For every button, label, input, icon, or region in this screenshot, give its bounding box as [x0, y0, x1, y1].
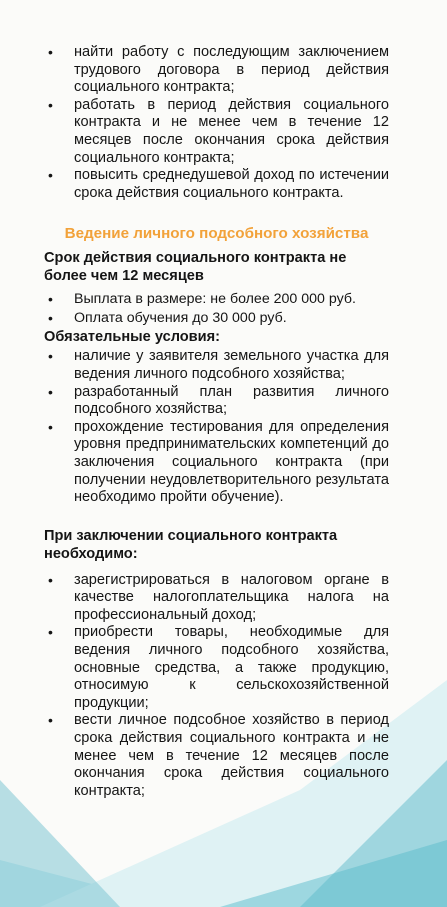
bullet-icon: • — [48, 383, 53, 400]
bullet-icon: • — [48, 167, 53, 184]
bullet-icon: • — [48, 291, 53, 308]
intro-list — [44, 44, 389, 202]
list-item: • разработанный план развития личного подсобного хозяйства; — [48, 383, 389, 418]
list-item: • повысить среднедушевой доход по истечении срока действия социального контракта. — [48, 167, 389, 201]
bullet-icon: • — [48, 96, 53, 113]
conditions-list — [44, 348, 389, 506]
contract-heading: При заключении социального контракта необходимо: — [44, 527, 338, 562]
list-item: • работать в период действия социального контракта и не менее чем в течение 12 месяцев после окончания срока действия социального контракта; — [48, 96, 389, 166]
payments-list — [44, 290, 389, 327]
list-item: • наличие у заявителя земельного участка для ведения личного подсобного хозяйства; — [48, 348, 389, 382]
bullet-icon: • — [48, 44, 53, 60]
term-heading: Срок действия социального контракта не более чем 12 месяцев — [44, 250, 347, 285]
list-item: • вести личное подсобное хозяйство в период срока действия социального контракта и не менее чем в течение 12 месяцев после окончания срока действия социального контракта; — [48, 712, 389, 799]
list-item: • Оплата обучения до 30 000 руб. — [48, 310, 287, 327]
bullet-icon: • — [48, 348, 53, 365]
contract-list — [44, 572, 389, 801]
list-item: • зарегистрироваться в налоговом органе в качестве налогоплательщика налога на профессиональный доход; — [48, 571, 389, 623]
section-title: Ведение личного подсобного хозяйства — [64, 225, 369, 243]
bullet-icon: • — [48, 571, 53, 588]
conditions-heading: Обязательные условия: — [44, 329, 221, 346]
list-item: • прохождение тестирования для определения уровня предпринимательских компетенций до заключения социального контракта (при получении неудовлетворительного результата необходимо пройти обучение). — [48, 418, 389, 506]
bullet-icon: • — [48, 712, 53, 729]
list-item: • Выплата в размере: не более 200 000 руб. — [48, 291, 356, 308]
list-item: • найти работу с последующим заключением трудового договора в период действия социального контракта; — [48, 44, 389, 96]
bullet-icon: • — [48, 310, 53, 327]
list-item: • приобрести товары, необходимые для ведения личного подсобного хозяйства, основные средства, а также продукцию, относимую к сельскохозяйственной продукции; — [48, 624, 389, 711]
bullet-icon: • — [48, 418, 53, 435]
bullet-icon: • — [48, 624, 53, 641]
